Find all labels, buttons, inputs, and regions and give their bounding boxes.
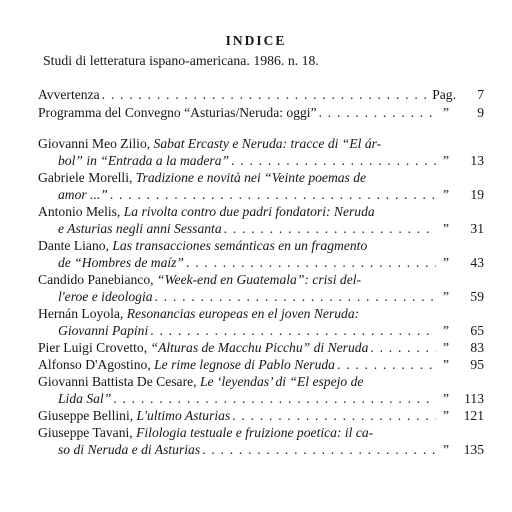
leader-dots xyxy=(113,390,436,407)
entry-author: Giuseppe Bellini, xyxy=(38,408,137,423)
toc-line xyxy=(38,322,484,339)
entry-heading xyxy=(38,373,363,390)
leader-dots xyxy=(337,356,436,373)
entry-author: Alfonso D'Agostino, xyxy=(38,357,155,372)
leader-dots xyxy=(370,339,436,356)
page-number: 43 xyxy=(470,255,484,270)
toc-line xyxy=(38,254,484,271)
leader-dots xyxy=(231,152,436,169)
toc-line xyxy=(38,152,484,169)
entry-title: La rivolta contro due padri fondatori: Neruda xyxy=(123,204,375,219)
toc-line xyxy=(38,441,484,458)
toc-entry[interactable] xyxy=(38,424,484,458)
entry-heading xyxy=(38,135,381,152)
toc-entry[interactable] xyxy=(38,203,484,237)
leader-dots xyxy=(224,220,436,237)
toc-line xyxy=(38,356,484,373)
entry-title-cont: bol” in “Entrada a la madera” xyxy=(58,153,230,168)
entry-author: Avvertenza xyxy=(38,87,100,102)
toc-line xyxy=(38,186,484,203)
page-label: Pag. xyxy=(432,87,456,102)
page-number: 19 xyxy=(470,187,484,202)
toc-entry[interactable] xyxy=(38,339,484,356)
toc-entry[interactable] xyxy=(38,271,484,305)
toc-entry[interactable] xyxy=(38,373,484,407)
entry-title: “Week-end en Guatemala”: crisi del- xyxy=(156,272,362,287)
entry-author: Candido Panebianco, xyxy=(38,272,157,287)
toc-line xyxy=(38,424,484,441)
entry-title-continued xyxy=(58,186,108,203)
entry-heading xyxy=(38,237,367,254)
entry-author: Hernán Loyola, xyxy=(38,306,127,321)
journal-subtitle: Studi di letteratura ispano-americana. 1986. n. 18. xyxy=(43,53,319,68)
entry-author: Programma del Convegno “Asturias/Neruda: oggi” xyxy=(38,105,317,120)
entry-heading xyxy=(38,169,366,186)
ditto-mark: ” xyxy=(442,408,450,423)
entry-title-continued xyxy=(58,441,200,458)
toc-entry[interactable] xyxy=(38,305,484,339)
toc-entry[interactable] xyxy=(38,86,484,103)
leader-dots xyxy=(319,104,436,121)
entry-title-cont: e Asturias negli anni Sessanta xyxy=(58,221,222,236)
toc-entry[interactable] xyxy=(38,104,484,121)
entry-title: Le rime legnose di Pablo Neruda xyxy=(154,357,335,372)
entry-heading xyxy=(38,305,359,322)
page-number: 83 xyxy=(470,340,484,355)
toc-line xyxy=(38,373,484,390)
entry-title-cont: l'eroe e ideologia xyxy=(58,289,153,304)
entry-title-cont: so di Neruda e di Asturias xyxy=(58,442,201,457)
entry-title: Le ‘leyendas’ di “El espejo de xyxy=(199,374,364,389)
page-number: 7 xyxy=(477,87,484,102)
page-number: 13 xyxy=(470,153,484,168)
toc-line xyxy=(38,305,484,322)
leader-dots xyxy=(186,254,436,271)
entry-title-cont: Lida Sal” xyxy=(58,391,112,406)
ditto-mark: ” xyxy=(442,442,450,457)
entry-title: Resonancias europeas en el joven Neruda: xyxy=(126,306,360,321)
leader-dots xyxy=(155,288,436,305)
ditto-mark: ” xyxy=(442,357,450,372)
page-number: 113 xyxy=(464,391,484,406)
page-number: 95 xyxy=(470,357,484,372)
entry-title-continued xyxy=(58,288,153,305)
page-title: INDICE xyxy=(225,33,287,48)
ditto-mark: ” xyxy=(442,340,450,355)
entry-title-cont: Giovanni Papini xyxy=(58,323,149,338)
toc-line xyxy=(38,104,484,121)
leader-dots xyxy=(110,186,436,203)
ditto-mark: ” xyxy=(442,255,450,270)
entry-heading xyxy=(38,356,335,373)
entry-title-continued xyxy=(58,220,222,237)
toc-line xyxy=(38,86,484,103)
ditto-mark: ” xyxy=(442,187,450,202)
page-number: 135 xyxy=(463,442,484,457)
ditto-mark: ” xyxy=(442,153,450,168)
page-number: 121 xyxy=(463,408,484,423)
toc-line xyxy=(38,237,484,254)
page-number: 9 xyxy=(477,105,484,120)
entry-heading xyxy=(38,407,230,424)
ditto-mark: ” xyxy=(442,105,450,120)
entry-author: Gabriele Morelli, xyxy=(38,170,136,185)
entry-title-continued xyxy=(58,152,229,169)
entry-author: Giovanni Battista De Cesare, xyxy=(38,374,200,389)
entry-heading xyxy=(38,104,317,121)
entry-title-cont: de “Hombres de maíz” xyxy=(58,255,184,270)
toc-line xyxy=(38,339,484,356)
entry-title: Sabat Ercasty e Neruda: tracce di “El ár- xyxy=(153,136,382,151)
toc-line xyxy=(38,220,484,237)
ditto-mark: ” xyxy=(442,391,450,406)
toc-line xyxy=(38,288,484,305)
entry-title: “Alturas de Macchu Picchu” di Neruda xyxy=(150,340,369,355)
entry-author: Giuseppe Tavani, xyxy=(38,425,137,440)
ditto-mark: ” xyxy=(442,289,450,304)
toc-line xyxy=(38,407,484,424)
entry-heading xyxy=(38,86,100,103)
page-number: 31 xyxy=(470,221,484,236)
entry-title-cont: amor ...” xyxy=(58,187,108,202)
leader-dots xyxy=(150,322,436,339)
entry-title-continued xyxy=(58,254,184,271)
leader-dots xyxy=(202,441,436,458)
toc-line xyxy=(38,169,484,186)
entry-author: Dante Liano, xyxy=(38,238,113,253)
toc-entry[interactable] xyxy=(38,237,484,271)
toc-line xyxy=(38,271,484,288)
toc-entry[interactable] xyxy=(38,169,484,203)
entry-heading xyxy=(38,203,375,220)
toc-entry[interactable] xyxy=(38,407,484,424)
page-number: 65 xyxy=(470,323,484,338)
ditto-mark: ” xyxy=(442,323,450,338)
leader-dots xyxy=(102,86,433,103)
entry-title-continued xyxy=(58,322,148,339)
entry-author: Antonio Melis, xyxy=(38,204,124,219)
entry-author: Pier Luigi Crovetto, xyxy=(38,340,151,355)
ditto-mark: ” xyxy=(442,221,450,236)
entry-heading xyxy=(38,424,373,441)
entry-title: Las transacciones semánticas en un fragmento xyxy=(112,238,368,253)
toc-line xyxy=(38,135,484,152)
entry-heading xyxy=(38,271,361,288)
entry-title-continued xyxy=(58,390,111,407)
entry-author: Giovanni Meo Zilio, xyxy=(38,136,154,151)
leader-dots xyxy=(232,407,436,424)
entry-title: Filologia testuale e fruizione poetica: il ca- xyxy=(136,425,374,440)
entry-title: Tradizione e novità nei “Veinte poemas de xyxy=(135,170,367,185)
entry-heading xyxy=(38,339,368,356)
toc-line xyxy=(38,203,484,220)
toc-entry[interactable] xyxy=(38,135,484,169)
entry-title: L'ultimo Asturias xyxy=(136,408,231,423)
page-number: 59 xyxy=(470,289,484,304)
toc-line xyxy=(38,390,484,407)
toc-entry[interactable] xyxy=(38,356,484,373)
